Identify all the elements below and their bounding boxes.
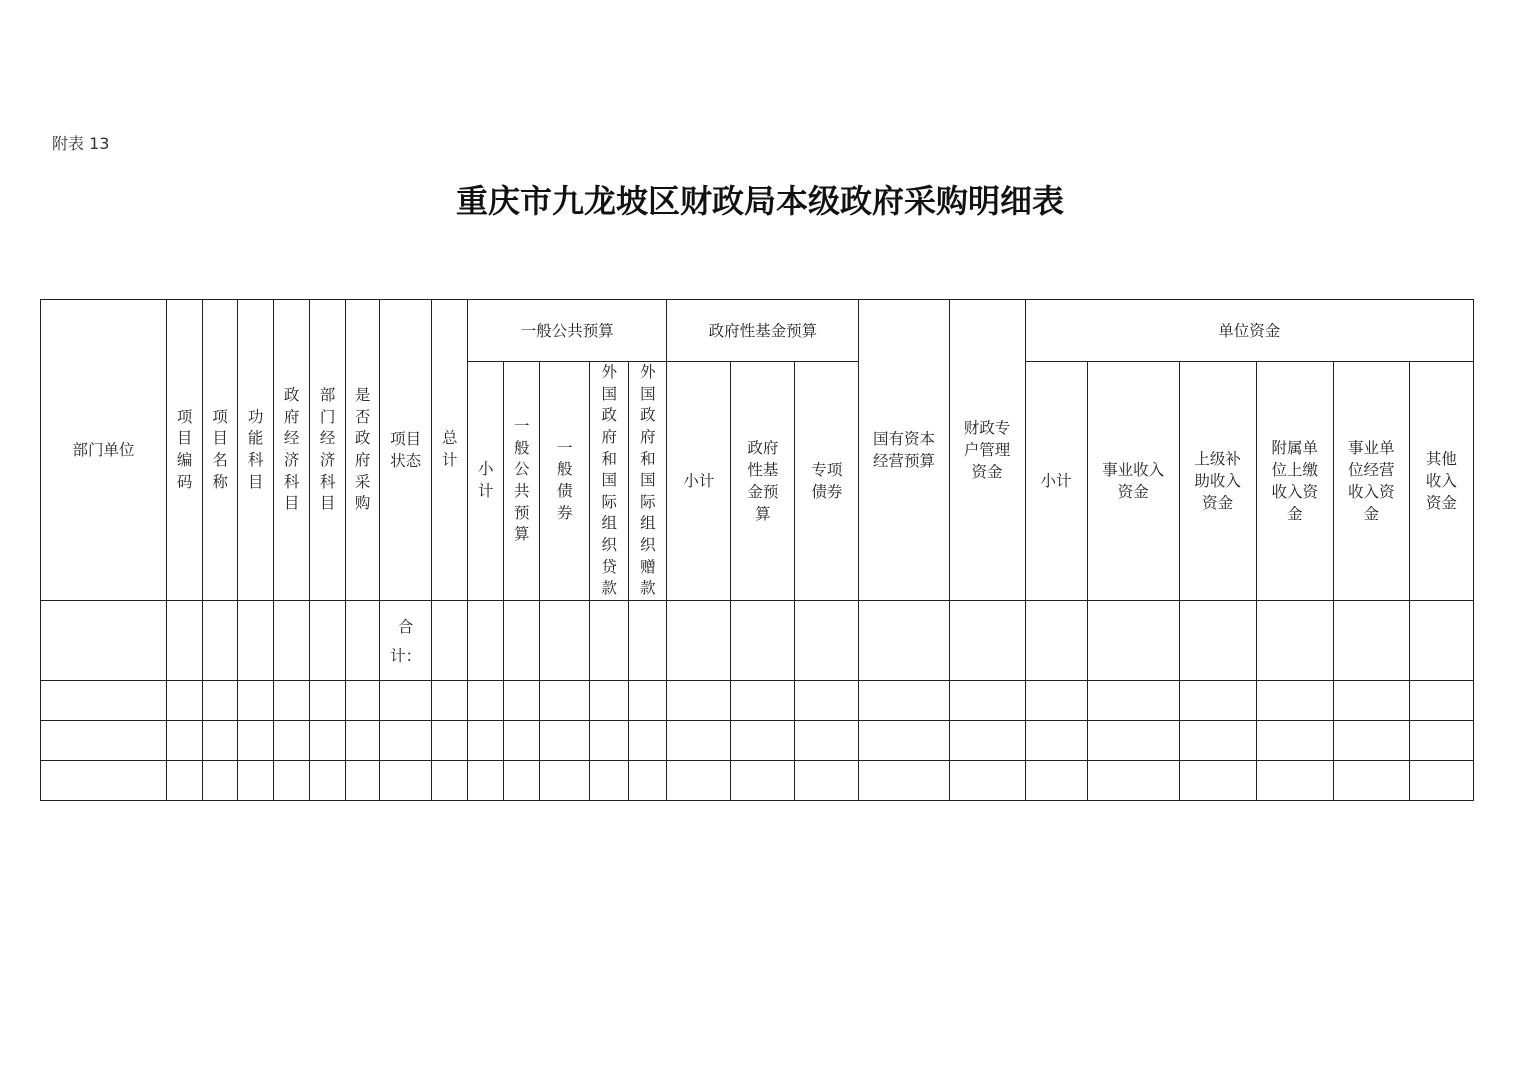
header-general-subtotal: 小计 <box>468 362 504 601</box>
header-unit-other-income: 其他收入资金 <box>1409 362 1473 601</box>
total-row-label-2: 计： <box>390 646 422 665</box>
table-cell <box>731 601 795 681</box>
table-cell <box>504 601 540 681</box>
header-total: 总计 <box>432 300 468 601</box>
table-row <box>41 761 1474 801</box>
header-fund-subtotal: 小计 <box>667 362 731 601</box>
table-cell <box>1179 601 1256 681</box>
table-cell <box>859 601 949 681</box>
header-function-subject: 功能科目 <box>238 300 274 601</box>
header-is-gov-procurement: 是否政府采购 <box>346 300 380 601</box>
table-cell <box>1025 601 1087 681</box>
table-cell <box>41 601 167 681</box>
page-title: 重庆市九龙坡区财政局本级政府采购明细表 <box>455 182 1064 220</box>
table-row-total <box>41 601 1474 681</box>
header-general-bond: 一般债券 <box>540 362 590 601</box>
header-project-code: 项目编码 <box>167 300 203 601</box>
header-special-bond: 专项债券 <box>795 362 859 601</box>
header-dept-econ-subject: 部门经济科目 <box>310 300 346 601</box>
table-cell <box>310 601 346 681</box>
header-general-public-budget: 一般公共预算 <box>504 362 540 601</box>
table-cell <box>1256 601 1333 681</box>
header-fiscal-special-account: 财政专户管理资金 <box>949 300 1025 601</box>
table-cell <box>590 601 629 681</box>
header-project-name: 项目名称 <box>203 300 238 601</box>
table-cell <box>167 601 203 681</box>
table-cell <box>274 601 310 681</box>
attachment-label: 附表 13 <box>52 134 110 153</box>
header-project-status: 项目状态 <box>380 300 432 601</box>
table-row <box>41 681 1474 721</box>
table-cell <box>432 601 468 681</box>
header-unit-institution-income: 事业收入资金 <box>1087 362 1179 601</box>
procurement-table <box>40 299 1474 801</box>
header-unit-subtotal: 小计 <box>1025 362 1087 601</box>
header-foreign-grant: 外国政府和国际组织赠款 <box>629 362 667 601</box>
header-unit-affiliated-income: 附属单位上缴收入资金 <box>1256 362 1333 601</box>
table-cell <box>238 601 274 681</box>
table-cell <box>540 601 590 681</box>
table-cell <box>667 601 731 681</box>
table-cell <box>203 601 238 681</box>
table-cell <box>346 601 380 681</box>
table-cell <box>1333 601 1409 681</box>
header-dept-unit: 部门单位 <box>41 300 167 601</box>
table-cell <box>1409 601 1473 681</box>
total-row-label <box>380 601 432 681</box>
header-gov-econ-subject: 政府经济科目 <box>274 300 310 601</box>
table-cell <box>1087 601 1179 681</box>
table-cell <box>468 601 504 681</box>
header-state-capital: 国有资本经营预算 <box>859 300 949 601</box>
total-row-label-1: 合 <box>397 617 414 636</box>
header-foreign-loan: 外国政府和国际组织贷款 <box>590 362 629 601</box>
header-group-unit-funds: 单位资金 <box>1025 300 1473 362</box>
header-unit-operating-income: 事业单位经营收入资金 <box>1333 362 1409 601</box>
header-row-1 <box>41 300 1474 362</box>
header-unit-superior-subsidy: 上级补助收入资金 <box>1179 362 1256 601</box>
header-group-general-budget: 一般公共预算 <box>468 300 667 362</box>
table-row <box>41 721 1474 761</box>
header-group-gov-fund-budget: 政府性基金预算 <box>667 300 859 362</box>
table-cell <box>795 601 859 681</box>
table-cell <box>629 601 667 681</box>
table-cell <box>949 601 1025 681</box>
header-fund-budget: 政府性基金预算 <box>731 362 795 601</box>
